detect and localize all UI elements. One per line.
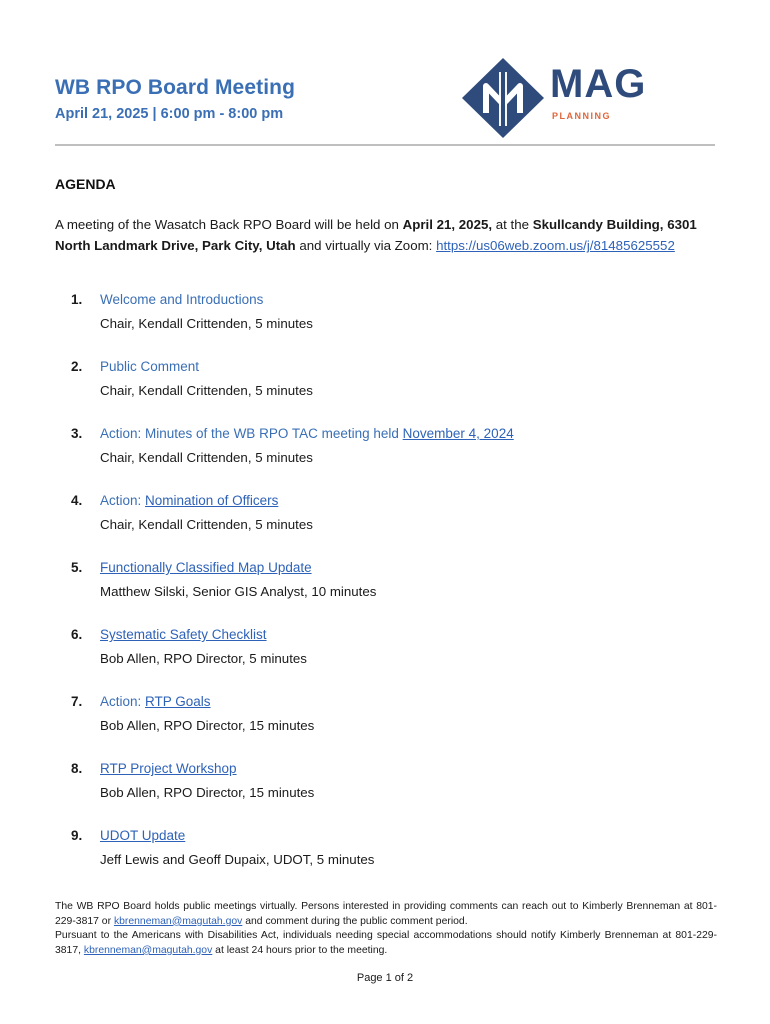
item-number: 9. <box>71 828 83 843</box>
item-number: 4. <box>71 493 83 508</box>
intro-text: at the <box>492 217 533 232</box>
intro-location: Skullcandy Building, 6301 North Landmark Drive, Park City, Utah <box>55 217 697 253</box>
item-presenter: Chair, Kendall Crittenden, 5 minutes <box>100 517 313 532</box>
item-presenter: Bob Allen, RPO Director, 15 minutes <box>100 785 315 800</box>
item-presenter: Chair, Kendall Crittenden, 5 minutes <box>100 383 313 398</box>
agenda-item <box>55 426 720 493</box>
footer-notice <box>55 900 717 958</box>
agenda-heading: AGENDA <box>55 176 116 192</box>
item-title: Action: Nomination of Officers <box>100 493 279 508</box>
agenda-list <box>55 292 720 895</box>
systematic-safety-checklist-link[interactable]: Systematic Safety Checklist <box>100 627 267 642</box>
nomination-of-officers-link[interactable]: Nomination of Officers <box>145 493 279 508</box>
agenda-item <box>55 627 720 694</box>
item-presenter: Matthew Silski, Senior GIS Analyst, 10 minutes <box>100 584 377 599</box>
ada-notice: Pursuant to the Americans with Disabilities Act, individuals needing special accommodations should notify Kimberly Brenneman at 801-229-3817, kbrenneman@magutah.gov at least 24 hours prior to the meeting. <box>55 930 717 956</box>
intro-date: April 21, 2025, <box>402 217 493 232</box>
item-presenter: Bob Allen, RPO Director, 15 minutes <box>100 718 315 733</box>
rtp-goals-link[interactable]: RTP Goals <box>145 694 211 709</box>
item-number: 7. <box>71 694 83 709</box>
item-presenter: Jeff Lewis and Geoff Dupaix, UDOT, 5 minutes <box>100 852 375 867</box>
agenda-item <box>55 292 720 359</box>
agenda-item <box>55 560 720 627</box>
item-presenter: Bob Allen, RPO Director, 5 minutes <box>100 651 307 666</box>
minutes-link[interactable]: November 4, 2024 <box>402 426 514 441</box>
agenda-item <box>55 694 720 761</box>
page-number: Page 1 of 2 <box>356 972 414 984</box>
agenda-item <box>55 359 720 426</box>
item-title-text: Welcome and Introductions <box>100 292 264 307</box>
agenda-item <box>55 493 720 560</box>
udot-update-link[interactable]: UDOT Update <box>100 828 186 843</box>
item-title <box>100 292 263 307</box>
item-title <box>100 828 185 843</box>
zoom-link[interactable]: https://us06web.zoom.us/j/81485625552 <box>436 238 675 253</box>
meeting-intro <box>55 214 720 256</box>
meeting-date-time: April 21, 2025 | 6:00 pm - 8:00 pm <box>55 106 284 122</box>
logo-wordmark: MAG <box>550 62 647 106</box>
item-title: Action: RTP Goals <box>100 694 211 709</box>
item-number: 6. <box>71 627 83 642</box>
item-title <box>100 560 312 575</box>
item-number: 2. <box>71 359 83 374</box>
item-title: Action: Minutes of the WB RPO TAC meeting held November 4, 2024 <box>100 426 514 441</box>
item-number: 5. <box>71 560 83 575</box>
public-comment-notice: The WB RPO Board holds public meetings virtually. Persons interested in providing comments can reach out to Kimberly Brenneman at 801-229-3817 or kbrenneman@magutah.gov and comment during the public comment period. <box>55 901 717 927</box>
item-number: 3. <box>71 426 83 441</box>
intro-text: and virtually via Zoom: <box>295 238 437 253</box>
logo-subtext: PLANNING <box>552 111 611 121</box>
item-presenter: Chair, Kendall Crittenden, 5 minutes <box>100 450 313 465</box>
page-title: WB RPO Board Meeting <box>55 76 296 99</box>
mag-diamond-logo-icon <box>462 58 544 138</box>
item-presenter: Chair, Kendall Crittenden, 5 minutes <box>100 316 313 331</box>
agenda-item <box>55 828 720 895</box>
item-title <box>100 627 267 642</box>
intro-text: A meeting of the Wasatch Back RPO Board will be held on <box>55 217 403 232</box>
mag-planning-logo <box>462 58 662 138</box>
email-link[interactable]: kbrenneman@magutah.gov <box>83 944 213 956</box>
agenda-item <box>55 761 720 828</box>
item-title <box>100 761 237 776</box>
item-title <box>100 359 199 374</box>
functionally-classified-map-link[interactable]: Functionally Classified Map Update <box>100 560 312 575</box>
item-number: 8. <box>71 761 83 776</box>
header-divider <box>55 144 715 146</box>
item-title-text: Public Comment <box>100 359 200 374</box>
item-number: 1. <box>71 292 83 307</box>
rtp-project-workshop-link[interactable]: RTP Project Workshop <box>100 761 237 776</box>
email-link[interactable]: kbrenneman@magutah.gov <box>113 915 243 927</box>
